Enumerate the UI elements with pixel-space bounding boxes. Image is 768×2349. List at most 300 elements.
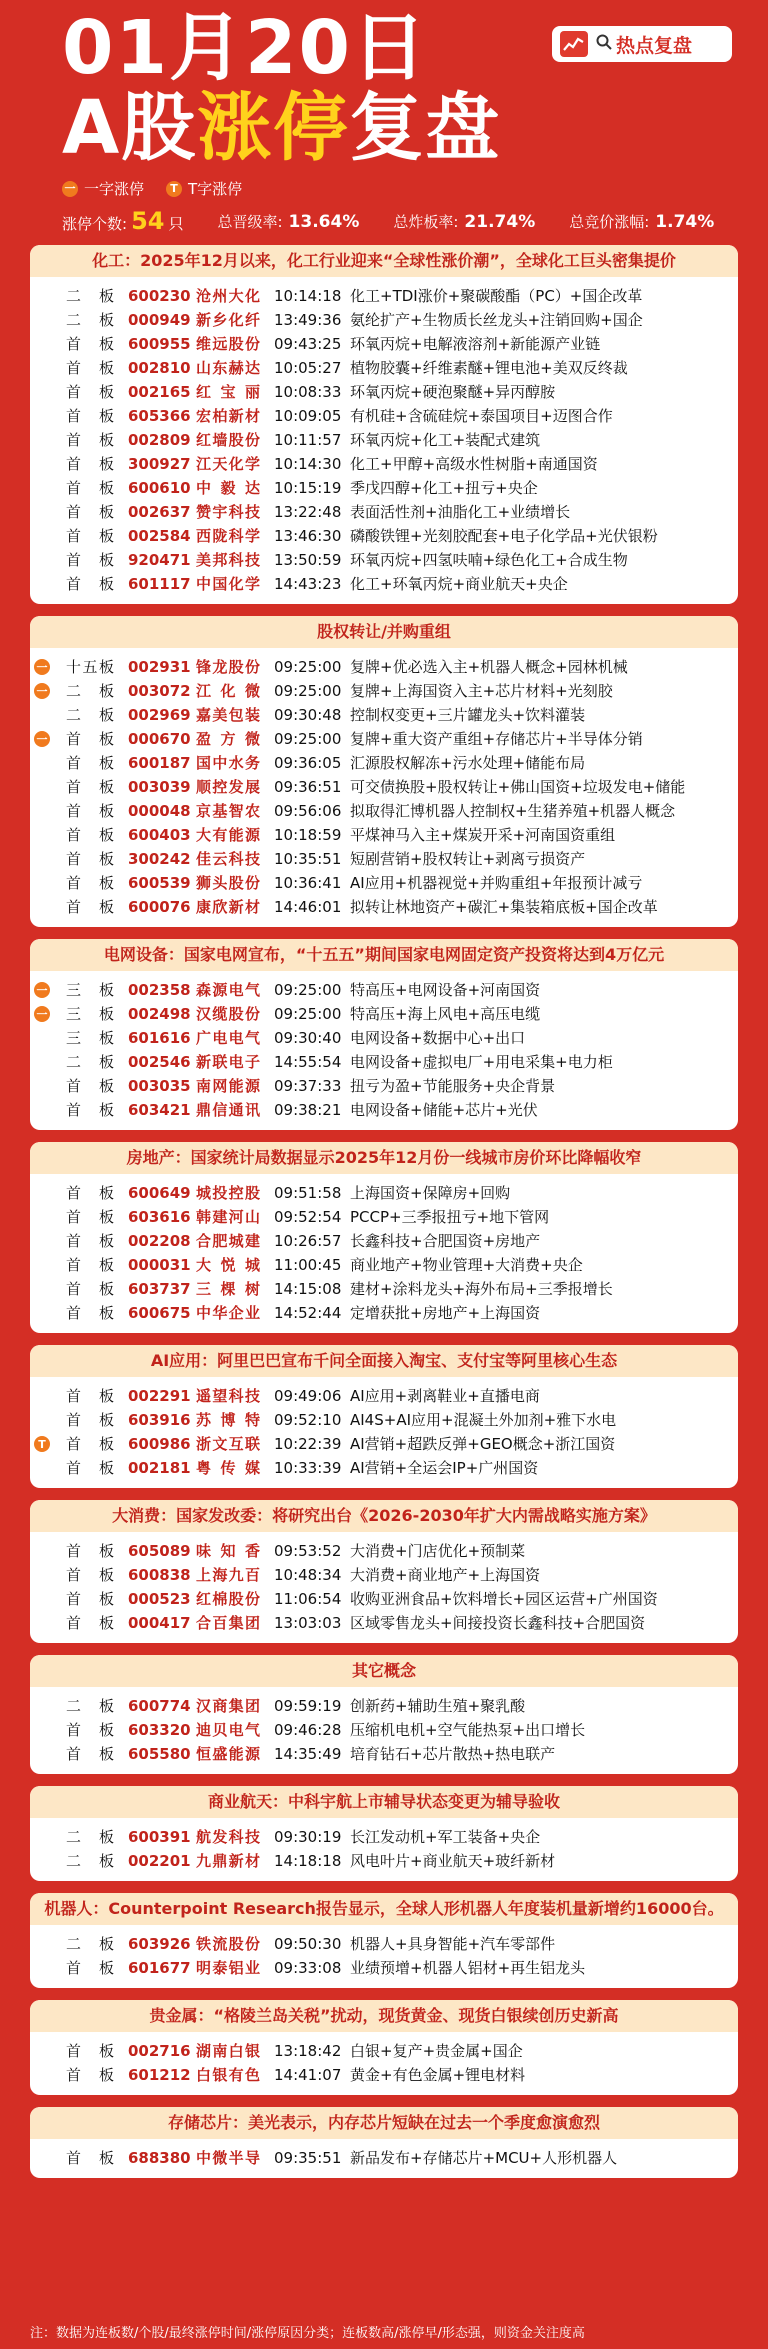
stock-name: 沧州大化 xyxy=(196,287,260,305)
limit-time: 13:18:42 xyxy=(274,2042,342,2060)
limit-reason: 磷酸铁锂+光刻胶配套+电子化学品+光伏银粉 xyxy=(350,527,658,545)
stock-row[interactable] xyxy=(30,548,738,572)
limit-time: 09:37:33 xyxy=(274,1077,342,1095)
stock-row[interactable] xyxy=(30,679,738,703)
stock-row[interactable] xyxy=(30,404,738,428)
limit-reason: AI应用+剥离鞋业+直播电商 xyxy=(350,1387,540,1405)
stock-row[interactable] xyxy=(30,1742,738,1766)
stock-name: 合肥城建 xyxy=(196,1232,260,1250)
stat-value: 54 xyxy=(131,207,165,235)
title-part-c: 复盘 xyxy=(349,85,502,171)
stock-name: 迪贝电气 xyxy=(196,1721,260,1739)
stock-code: 002208 xyxy=(128,1232,191,1250)
board-count: 首板 xyxy=(66,1387,114,1405)
stock-row[interactable] xyxy=(30,703,738,727)
sector-title: AI应用：阿里巴巴宣布千问全面接入淘宝、支付宝等阿里核心生态 xyxy=(30,1345,738,1377)
limit-time: 14:43:23 xyxy=(274,575,342,593)
sector-title: 其它概念 xyxy=(30,1655,738,1687)
board-count: 首板 xyxy=(66,1721,114,1739)
board-count: 二板 xyxy=(66,287,114,305)
limit-time: 10:36:41 xyxy=(274,874,342,892)
board-count: 首板 xyxy=(66,2066,114,2084)
board-count: 首板 xyxy=(66,1208,114,1226)
sector-title: 化工：2025年12月以来，化工行业迎来“全球性涨价潮”，全球化工巨头密集提价 xyxy=(30,245,738,277)
stock-code: 603916 xyxy=(128,1411,191,1429)
stock-name: 汉缆股份 xyxy=(196,1005,260,1023)
stock-row[interactable] xyxy=(30,452,738,476)
stock-row[interactable] xyxy=(30,308,738,332)
stock-row[interactable] xyxy=(30,356,738,380)
limit-time: 13:03:03 xyxy=(274,1614,342,1632)
board-count: 首板 xyxy=(66,359,114,377)
limit-time: 10:35:51 xyxy=(274,850,342,868)
stock-code: 002165 xyxy=(128,383,191,401)
limit-reason: 黄金+有色金属+锂电材料 xyxy=(350,2066,526,2084)
stock-row[interactable] xyxy=(30,1205,738,1229)
stock-code: 600774 xyxy=(128,1697,191,1715)
stock-code: 603616 xyxy=(128,1208,191,1226)
stock-row[interactable] xyxy=(30,1694,738,1718)
stock-row[interactable] xyxy=(30,428,738,452)
stock-row[interactable] xyxy=(30,1563,738,1587)
stock-row[interactable] xyxy=(30,2063,738,2087)
stock-name: 湖南白银 xyxy=(196,2042,260,2060)
board-count: 首板 xyxy=(66,1614,114,1632)
limit-reason: 上海国资+保障房+回购 xyxy=(350,1184,511,1202)
stock-code: 600076 xyxy=(128,898,191,916)
limit-reason: 定增获批+房地产+上海国资 xyxy=(350,1304,541,1322)
stock-code: 600955 xyxy=(128,335,191,353)
stock-row[interactable] xyxy=(30,727,738,751)
stock-code: 002291 xyxy=(128,1387,191,1405)
limit-time: 09:38:21 xyxy=(274,1101,342,1119)
yizi-limit-icon: 一 xyxy=(34,683,50,699)
limit-reason: 收购亚洲食品+饮料增长+园区运营+广州国资 xyxy=(350,1590,658,1608)
stock-name: 江天化学 xyxy=(196,455,260,473)
sector-section xyxy=(30,2107,738,2178)
limit-time: 09:46:28 xyxy=(274,1721,342,1739)
limit-time: 10:26:57 xyxy=(274,1232,342,1250)
stock-name: 鼎信通讯 xyxy=(196,1101,260,1119)
stock-name: 赞宇科技 xyxy=(196,503,260,521)
board-count: 首板 xyxy=(66,826,114,844)
stock-code: 603320 xyxy=(128,1721,191,1739)
sector-title: 房地产：国家统计局数据显示2025年12月份一线城市房价环比降幅收窄 xyxy=(30,1142,738,1174)
stock-row[interactable] xyxy=(30,1277,738,1301)
sector-stock-list xyxy=(30,648,738,927)
sector-section xyxy=(30,616,738,927)
footer-note: 注：数据为连板数/个股/最终涨停时间/涨停原因分类；连板数高/涨停早/形态强，则资金关注度高 xyxy=(30,2326,585,2341)
stock-row[interactable] xyxy=(30,1932,738,1956)
stock-code: 000949 xyxy=(128,311,191,329)
stock-row[interactable] xyxy=(30,1539,738,1563)
limit-time: 13:46:30 xyxy=(274,527,342,545)
limit-time: 09:35:51 xyxy=(274,2149,342,2167)
limit-reason: 大消费+门店优化+预制菜 xyxy=(350,1542,526,1560)
board-count: 首板 xyxy=(66,1459,114,1477)
stock-code: 000523 xyxy=(128,1590,191,1608)
stock-name: 汉商集团 xyxy=(196,1697,260,1715)
stock-row[interactable] xyxy=(30,1432,738,1456)
limit-time: 09:30:48 xyxy=(274,706,342,724)
stock-code: 300242 xyxy=(128,850,191,868)
legend xyxy=(62,178,738,199)
stock-row[interactable] xyxy=(30,1587,738,1611)
limit-reason: 可交债换股+股权转让+佛山国资+垃圾发电+储能 xyxy=(350,778,686,796)
sector-title: 电网设备：国家电网宣布，“十五五”期间国家电网固定资产投资将达到4万亿元 xyxy=(30,939,738,971)
stock-name: 味知香 xyxy=(196,1542,260,1560)
board-count: 首板 xyxy=(66,335,114,353)
stock-name: 粤传媒 xyxy=(196,1459,260,1477)
stock-name: 新联电子 xyxy=(196,1053,260,1071)
board-count: 首板 xyxy=(66,1256,114,1274)
limit-reason: 植物胶囊+纤维素醚+锂电池+美双反终裁 xyxy=(350,359,628,377)
board-count: 三板 xyxy=(66,1005,114,1023)
stock-row[interactable] xyxy=(30,1050,738,1074)
stock-row[interactable] xyxy=(30,978,738,1002)
limit-reason: PCCP+三季报扭亏+地下管网 xyxy=(350,1208,550,1226)
limit-reason: 长江发动机+军工装备+央企 xyxy=(350,1828,541,1846)
sector-title: 商业航天：中科宇航上市辅导状态变更为辅导验收 xyxy=(30,1786,738,1818)
stock-name: 康欣新材 xyxy=(196,898,260,916)
stock-name: 维远股份 xyxy=(196,335,260,353)
limit-reason: 白银+复产+贵金属+国企 xyxy=(350,2042,523,2060)
limit-reason: 拟转让林地资产+碳汇+集装箱底板+国企改革 xyxy=(350,898,658,916)
limit-reason: 商业地产+物业管理+大消费+央企 xyxy=(350,1256,583,1274)
stat-break xyxy=(393,211,535,232)
board-count: 首板 xyxy=(66,527,114,545)
limit-reason: 电网设备+虚拟电厂+用电采集+电力柜 xyxy=(350,1053,613,1071)
stock-row[interactable] xyxy=(30,1825,738,1849)
stock-code: 003035 xyxy=(128,1077,191,1095)
board-count: 首板 xyxy=(66,551,114,569)
stock-row[interactable] xyxy=(30,1718,738,1742)
stock-row[interactable] xyxy=(30,380,738,404)
board-count: 二板 xyxy=(66,1935,114,1953)
stock-row[interactable] xyxy=(30,871,738,895)
limit-time: 14:52:44 xyxy=(274,1304,342,1322)
board-count: 首板 xyxy=(66,1101,114,1119)
stock-row[interactable] xyxy=(30,1384,738,1408)
limit-time: 10:09:05 xyxy=(274,407,342,425)
limit-reason: AI营销+超跌反弹+GEO概念+浙江国资 xyxy=(350,1435,616,1453)
page-date: 01月20日 xyxy=(62,5,428,91)
board-count: 首板 xyxy=(66,1077,114,1095)
badge-label: 热点复盘 xyxy=(616,34,693,57)
board-count: 三板 xyxy=(66,1029,114,1047)
stock-name: 城投控股 xyxy=(196,1184,260,1202)
stock-code: 600539 xyxy=(128,874,191,892)
stock-code: 600610 xyxy=(128,479,191,497)
sector-section xyxy=(30,245,738,604)
board-count: 二板 xyxy=(66,1697,114,1715)
stock-code: 002546 xyxy=(128,1053,191,1071)
limit-reason: 化工+甲醇+高级水性树脂+南通国资 xyxy=(350,455,598,473)
stats-bar xyxy=(62,207,738,235)
stock-name: 顺控发展 xyxy=(196,778,260,796)
stock-name: 宏柏新材 xyxy=(196,407,260,425)
sector-stock-list xyxy=(30,1532,738,1643)
stock-name: 美邦科技 xyxy=(196,551,260,569)
limit-time: 09:49:06 xyxy=(274,1387,342,1405)
stock-code: 002809 xyxy=(128,431,191,449)
stock-row[interactable] xyxy=(30,751,738,775)
stock-row[interactable] xyxy=(30,1229,738,1253)
limit-reason: 化工+环氧丙烷+商业航天+央企 xyxy=(350,575,568,593)
sector-title: 股权转让/并购重组 xyxy=(30,616,738,648)
board-count: 首板 xyxy=(66,431,114,449)
stat-value: 21.74% xyxy=(464,211,536,232)
stat-label: 总晋级率: xyxy=(217,212,283,231)
limit-reason: 创新药+辅助生殖+聚乳酸 xyxy=(350,1697,526,1715)
board-count: 首板 xyxy=(66,1184,114,1202)
sector-stock-list xyxy=(30,1818,738,1881)
limit-time: 14:18:18 xyxy=(274,1852,342,1870)
stock-row[interactable] xyxy=(30,1611,738,1635)
stock-code: 002637 xyxy=(128,503,191,521)
stock-row[interactable] xyxy=(30,2146,738,2170)
limit-time: 09:30:40 xyxy=(274,1029,342,1047)
stock-name: 红棉股份 xyxy=(196,1590,260,1608)
sector-stock-list xyxy=(30,1925,738,1988)
limit-time: 10:48:34 xyxy=(274,1566,342,1584)
board-count: 十五板 xyxy=(66,658,114,676)
stock-row[interactable] xyxy=(30,1301,738,1325)
stock-row[interactable] xyxy=(30,1026,738,1050)
stock-name: 上海九百 xyxy=(196,1566,260,1584)
limit-time: 09:36:05 xyxy=(274,754,342,772)
stock-name: 中国化学 xyxy=(196,575,260,593)
stock-row[interactable] xyxy=(30,476,738,500)
board-count: 首板 xyxy=(66,1566,114,1584)
limit-reason: 表面活性剂+油脂化工+业绩增长 xyxy=(350,503,571,521)
stock-row[interactable] xyxy=(30,847,738,871)
limit-time: 10:08:33 xyxy=(274,383,342,401)
legend-tzi xyxy=(166,178,242,199)
stock-code: 601117 xyxy=(128,575,191,593)
sector-section xyxy=(30,2000,738,2095)
stock-code: 603737 xyxy=(128,1280,191,1298)
sections-container xyxy=(0,245,768,2178)
stock-name: 苏博特 xyxy=(196,1411,260,1429)
sector-section xyxy=(30,1345,738,1488)
limit-reason: 控制权变更+三片罐龙头+饮料灌装 xyxy=(350,706,586,724)
stat-label: 涨停个数: xyxy=(62,215,128,233)
stock-name: 红宝丽 xyxy=(196,383,260,401)
stock-name: 红墙股份 xyxy=(196,431,260,449)
stock-row[interactable] xyxy=(30,572,738,596)
limit-time: 14:46:01 xyxy=(274,898,342,916)
board-count: 首板 xyxy=(66,1745,114,1763)
limit-time: 14:35:49 xyxy=(274,1745,342,1763)
stock-row[interactable] xyxy=(30,500,738,524)
stock-row[interactable] xyxy=(30,799,738,823)
stat-count xyxy=(62,207,183,235)
stock-row[interactable] xyxy=(30,775,738,799)
stock-code: 002181 xyxy=(128,1459,191,1477)
stock-row[interactable] xyxy=(30,524,738,548)
t-limit-icon: T xyxy=(34,1436,50,1452)
board-count: 首板 xyxy=(66,802,114,820)
hot-review-badge[interactable] xyxy=(552,26,732,62)
stock-code: 000031 xyxy=(128,1256,191,1274)
limit-reason: 环氧丙烷+化工+装配式建筑 xyxy=(350,431,541,449)
limit-time: 09:52:54 xyxy=(274,1208,342,1226)
limit-reason: 电网设备+储能+芯片+光伏 xyxy=(350,1101,538,1119)
limit-time: 09:33:08 xyxy=(274,1959,342,1977)
limit-time: 09:25:00 xyxy=(274,981,342,999)
stock-name: 恒盛能源 xyxy=(196,1745,260,1763)
stock-code: 605580 xyxy=(128,1745,191,1763)
stock-name: 航发科技 xyxy=(196,1828,260,1846)
stock-name: 中华企业 xyxy=(196,1304,260,1322)
limit-time: 09:25:00 xyxy=(274,682,342,700)
board-count: 二板 xyxy=(66,311,114,329)
stat-label: 总竞价涨幅: xyxy=(569,212,650,231)
board-count: 首板 xyxy=(66,575,114,593)
limit-reason: 特高压+电网设备+河南国资 xyxy=(350,981,541,999)
limit-time: 09:36:51 xyxy=(274,778,342,796)
board-count: 首板 xyxy=(66,1232,114,1250)
stock-code: 300927 xyxy=(128,455,191,473)
limit-time: 09:52:10 xyxy=(274,1411,342,1429)
stock-code: 003072 xyxy=(128,682,191,700)
board-count: 首板 xyxy=(66,1304,114,1322)
board-count: 首板 xyxy=(66,1542,114,1560)
limit-reason: AI应用+机器视觉+并购重组+年报预计减亏 xyxy=(350,874,643,892)
board-count: 首板 xyxy=(66,898,114,916)
stock-row[interactable] xyxy=(30,823,738,847)
sector-stock-list xyxy=(30,971,738,1130)
legend-label: T字涨停 xyxy=(188,180,243,198)
limit-reason: 大消费+商业地产+上海国资 xyxy=(350,1566,541,1584)
board-count: 首板 xyxy=(66,1590,114,1608)
board-count: 首板 xyxy=(66,1435,114,1453)
limit-reason: 复牌+优必选入主+机器人概念+园林机械 xyxy=(350,658,628,676)
sector-stock-list xyxy=(30,2032,738,2095)
stock-code: 920471 xyxy=(128,551,191,569)
limit-time: 14:55:54 xyxy=(274,1053,342,1071)
stock-code: 003039 xyxy=(128,778,191,796)
stock-row[interactable] xyxy=(30,655,738,679)
sector-title: 大消费：国家发改委：将研究出台《2026-2030年扩大内需战略实施方案》 xyxy=(30,1500,738,1532)
sector-section xyxy=(30,1500,738,1643)
stat-bid xyxy=(569,211,714,232)
board-count: 二板 xyxy=(66,706,114,724)
limit-time: 09:30:19 xyxy=(274,1828,342,1846)
stock-code: 600675 xyxy=(128,1304,191,1322)
stock-name: 中微半导 xyxy=(196,2149,260,2167)
search-icon xyxy=(596,34,612,54)
header xyxy=(0,0,768,245)
title-part-b: 涨停 xyxy=(197,85,350,171)
limit-time: 09:25:00 xyxy=(274,658,342,676)
limit-reason: 环氧丙烷+硬泡聚醚+异丙醇胺 xyxy=(350,383,556,401)
stock-code: 000670 xyxy=(128,730,191,748)
stock-row[interactable] xyxy=(30,1074,738,1098)
stock-row[interactable] xyxy=(30,1181,738,1205)
limit-reason: 区域零售龙头+间接投资长鑫科技+合肥国资 xyxy=(350,1614,646,1632)
limit-reason: 复牌+重大资产重组+存储芯片+半导体分销 xyxy=(350,730,643,748)
limit-time: 11:00:45 xyxy=(274,1256,342,1274)
stock-code: 600391 xyxy=(128,1828,191,1846)
limit-time: 10:05:27 xyxy=(274,359,342,377)
sector-section xyxy=(30,1786,738,1881)
stock-row[interactable] xyxy=(30,2039,738,2063)
stock-row[interactable] xyxy=(30,1408,738,1432)
stock-row[interactable] xyxy=(30,1098,738,1122)
stock-row[interactable] xyxy=(30,284,738,308)
stock-code: 603421 xyxy=(128,1101,191,1119)
stock-code: 002810 xyxy=(128,359,191,377)
board-count: 首板 xyxy=(66,850,114,868)
stock-name: 广电电气 xyxy=(196,1029,260,1047)
page-title xyxy=(62,85,738,171)
limit-time: 13:49:36 xyxy=(274,311,342,329)
sector-stock-list xyxy=(30,1687,738,1774)
limit-time: 13:22:48 xyxy=(274,503,342,521)
stock-name: 新乡化纤 xyxy=(196,311,260,329)
stock-name: 浙文互联 xyxy=(196,1435,260,1453)
stock-code: 688380 xyxy=(128,2149,191,2167)
limit-time: 10:14:30 xyxy=(274,455,342,473)
sector-stock-list xyxy=(30,1174,738,1333)
board-count: 首板 xyxy=(66,1959,114,1977)
board-count: 首板 xyxy=(66,1280,114,1298)
stock-row[interactable] xyxy=(30,1253,738,1277)
limit-time: 10:15:19 xyxy=(274,479,342,497)
limit-reason: 拟取得汇博机器人控制权+生猪养殖+机器人概念 xyxy=(350,802,676,820)
board-count: 首板 xyxy=(66,754,114,772)
limit-reason: 复牌+上海国资入主+芯片材料+光刻胶 xyxy=(350,682,613,700)
stat-label: 总炸板率: xyxy=(393,212,459,231)
limit-reason: 风电叶片+商业航天+玻纤新材 xyxy=(350,1852,556,1870)
limit-reason: 氨纶扩产+生物质长丝龙头+注销回购+国企 xyxy=(350,311,643,329)
stock-name: 盈方微 xyxy=(196,730,260,748)
stock-row[interactable] xyxy=(30,1456,738,1480)
stock-name: 遥望科技 xyxy=(196,1387,260,1405)
stock-name: 三棵树 xyxy=(196,1280,260,1298)
sector-section xyxy=(30,1655,738,1774)
limit-reason: AI营销+全运会IP+广州国资 xyxy=(350,1459,539,1477)
stock-code: 603926 xyxy=(128,1935,191,1953)
sector-section xyxy=(30,939,738,1130)
board-count: 首板 xyxy=(66,2149,114,2167)
board-count: 二板 xyxy=(66,1852,114,1870)
sector-title: 贵金属：“格陵兰岛关税”扰动，现货黄金、现货白银续创历史新高 xyxy=(30,2000,738,2032)
stat-value: 13.64% xyxy=(288,211,360,232)
limit-time: 09:50:30 xyxy=(274,1935,342,1953)
limit-reason: 机器人+具身智能+汽车零部件 xyxy=(350,1935,556,1953)
stock-code: 002969 xyxy=(128,706,191,724)
stock-name: 中毅达 xyxy=(196,479,260,497)
stock-row[interactable] xyxy=(30,332,738,356)
sector-title: 机器人：Counterpoint Research报告显示，全球人形机器人年度装机量新增约16000台。 xyxy=(30,1893,738,1925)
stock-row[interactable] xyxy=(30,895,738,919)
stock-name: 九鼎新材 xyxy=(196,1852,260,1870)
stock-row[interactable] xyxy=(30,1956,738,1980)
stock-row[interactable] xyxy=(30,1849,738,1873)
limit-reason: AI4S+AI应用+混凝土外加剂+雅下水电 xyxy=(350,1411,617,1429)
stock-code: 600649 xyxy=(128,1184,191,1202)
stock-row[interactable] xyxy=(30,1002,738,1026)
limit-reason: 培育钻石+芯片散热+热电联产 xyxy=(350,1745,556,1763)
board-count: 首板 xyxy=(66,407,114,425)
limit-reason: 压缩机电机+空气能热泵+出口增长 xyxy=(350,1721,586,1739)
limit-reason: 化工+TDI涨价+聚碳酸酯（PC）+国企改革 xyxy=(350,287,643,305)
stock-code: 600403 xyxy=(128,826,191,844)
stock-code: 601616 xyxy=(128,1029,191,1047)
